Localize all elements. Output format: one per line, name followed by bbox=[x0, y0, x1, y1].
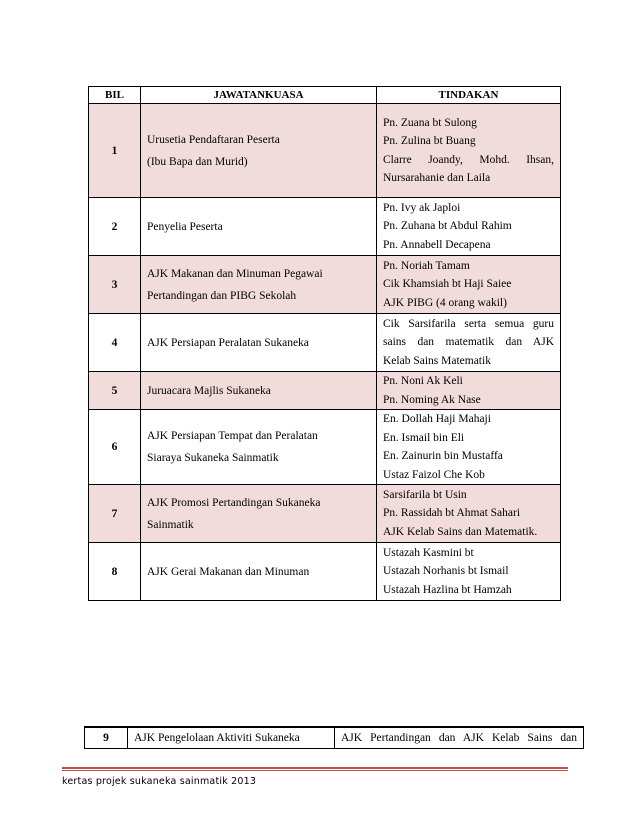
tindakan-line: Pn. Zuhana bt Abdul Rahim bbox=[383, 220, 512, 233]
tindakan-line: AJK Kelab Sains dan Matematik. bbox=[383, 525, 538, 538]
tindakan-line: Sarsifarila bt Usin bbox=[383, 488, 467, 501]
tindakan-line: Pn. Rassidah bt Ahmat Sahari bbox=[383, 507, 521, 520]
jawatankuasa-line: AJK Persiapan Tempat dan Peralatan bbox=[147, 430, 318, 442]
row-bil: 3 bbox=[89, 256, 141, 314]
tindakan-line: Ustazah Hazlina bt Hamzah bbox=[383, 583, 512, 596]
row-tindakan bbox=[377, 104, 561, 198]
tindakan-line: En. Dollah Haji Mahaji bbox=[383, 413, 491, 425]
tindakan-line: Ustazah Norhanis bt Ismail bbox=[383, 565, 509, 578]
table-row bbox=[89, 543, 561, 601]
row-jawatankuasa bbox=[141, 410, 377, 485]
row9-tindakan: AJK Pertandingan dan AJK Kelab Sains dan bbox=[341, 732, 577, 744]
tindakan-line: AJK PIBG (4 orang wakil) bbox=[383, 296, 507, 309]
row-jawatankuasa bbox=[141, 104, 377, 198]
row-bil: 7 bbox=[89, 485, 141, 543]
tindakan-line: Kelab Sains Matematik bbox=[383, 354, 491, 367]
row-jawatankuasa bbox=[141, 543, 377, 601]
jawatankuasa-line: AJK Promosi Pertandingan Sukaneka bbox=[147, 496, 321, 509]
row-jawatankuasa bbox=[141, 372, 377, 410]
jawatankuasa-line: Juruacara Majlis Sukaneka bbox=[147, 384, 271, 397]
page-footer: kertas projek sukaneka sainmatik 2013 bbox=[62, 776, 257, 787]
row-tindakan bbox=[377, 314, 561, 372]
row-jawatankuasa bbox=[141, 314, 377, 372]
row-tindakan bbox=[377, 256, 561, 314]
row-jawatankuasa bbox=[141, 256, 377, 314]
jawatankuasa-line: AJK Persiapan Peralatan Sukaneka bbox=[147, 336, 309, 349]
jawatankuasa-line: Siaraya Sukaneka Sainmatik bbox=[147, 452, 279, 464]
tindakan-line: sains dan matematik dan AJK bbox=[383, 336, 554, 349]
tindakan-line: Pn. Ivy ak Japloi bbox=[383, 201, 461, 214]
header-bil: BIL bbox=[89, 87, 141, 104]
table-row bbox=[89, 104, 561, 198]
jawatankuasa-line: Urusetia Pendaftaran Peserta bbox=[147, 133, 280, 146]
footer-rule-thin bbox=[62, 770, 568, 771]
table-row bbox=[89, 410, 561, 485]
row-bil: 4 bbox=[89, 314, 141, 372]
jawatankuasa-line: AJK Gerai Makanan dan Minuman bbox=[147, 565, 310, 578]
row9-bil: 9 bbox=[85, 728, 128, 748]
table-header-row bbox=[89, 87, 561, 104]
row9-jawatankuasa: AJK Pengelolaan Aktiviti Sukaneka bbox=[128, 728, 335, 748]
tindakan-line: En. Ismail bin Eli bbox=[383, 431, 465, 444]
tindakan-line: Pn. Noni Ak Keli bbox=[383, 375, 463, 387]
table-row bbox=[89, 485, 561, 543]
header-jawatankuasa: JAWATANKUASA bbox=[141, 87, 377, 104]
tindakan-line: Ustazah Kasmini bt bbox=[383, 546, 474, 559]
row-tindakan bbox=[377, 485, 561, 543]
tindakan-line: Clarre Joandy, Mohd. Ihsan, bbox=[383, 153, 554, 166]
row-tindakan bbox=[377, 410, 561, 485]
row-tindakan bbox=[377, 543, 561, 601]
table-row bbox=[89, 198, 561, 256]
tindakan-line: Cik Sarsifarila serta semua guru bbox=[383, 317, 554, 330]
tindakan-line: Ustaz Faizol Che Kob bbox=[383, 468, 485, 481]
jawatankuasa-line: Penyelia Peserta bbox=[147, 220, 223, 233]
jawatankuasa-line: (Ibu Bapa dan Murid) bbox=[147, 155, 248, 168]
row-bil: 1 bbox=[89, 104, 141, 198]
tindakan-line: Pn. Noming Ak Nase bbox=[383, 393, 481, 406]
tindakan-line: En. Zainurin bin Mustaffa bbox=[383, 450, 503, 462]
row-bil: 2 bbox=[89, 198, 141, 256]
tindakan-line: Cik Khamsiah bt Haji Saiee bbox=[383, 278, 512, 291]
tindakan-line: Pn. Zulina bt Buang bbox=[383, 135, 476, 147]
row-jawatankuasa bbox=[141, 198, 377, 256]
row-bil: 8 bbox=[89, 543, 141, 601]
committee-table bbox=[88, 86, 561, 601]
header-tindakan: TINDAKAN bbox=[377, 87, 561, 104]
tindakan-line: Pn. Annabell Decapena bbox=[383, 238, 491, 251]
row-bil: 5 bbox=[89, 372, 141, 410]
row-jawatankuasa bbox=[141, 485, 377, 543]
row-tindakan bbox=[377, 198, 561, 256]
table-row bbox=[89, 256, 561, 314]
row-tindakan bbox=[377, 372, 561, 410]
row-bil: 6 bbox=[89, 410, 141, 485]
tindakan-line: Pn. Noriah Tamam bbox=[383, 259, 470, 272]
tindakan-line: Nursarahanie dan Laila bbox=[383, 172, 491, 184]
tindakan-line: Pn. Zuana bt Sulong bbox=[383, 116, 477, 129]
table-row bbox=[89, 314, 561, 372]
table-row-9 bbox=[84, 726, 584, 749]
footer-rule-thick bbox=[62, 767, 568, 769]
table-row bbox=[89, 372, 561, 410]
jawatankuasa-line: Pertandingan dan PIBG Sekolah bbox=[147, 289, 297, 302]
jawatankuasa-line: AJK Makanan dan Minuman Pegawai bbox=[147, 267, 323, 280]
jawatankuasa-line: Sainmatik bbox=[147, 518, 194, 531]
